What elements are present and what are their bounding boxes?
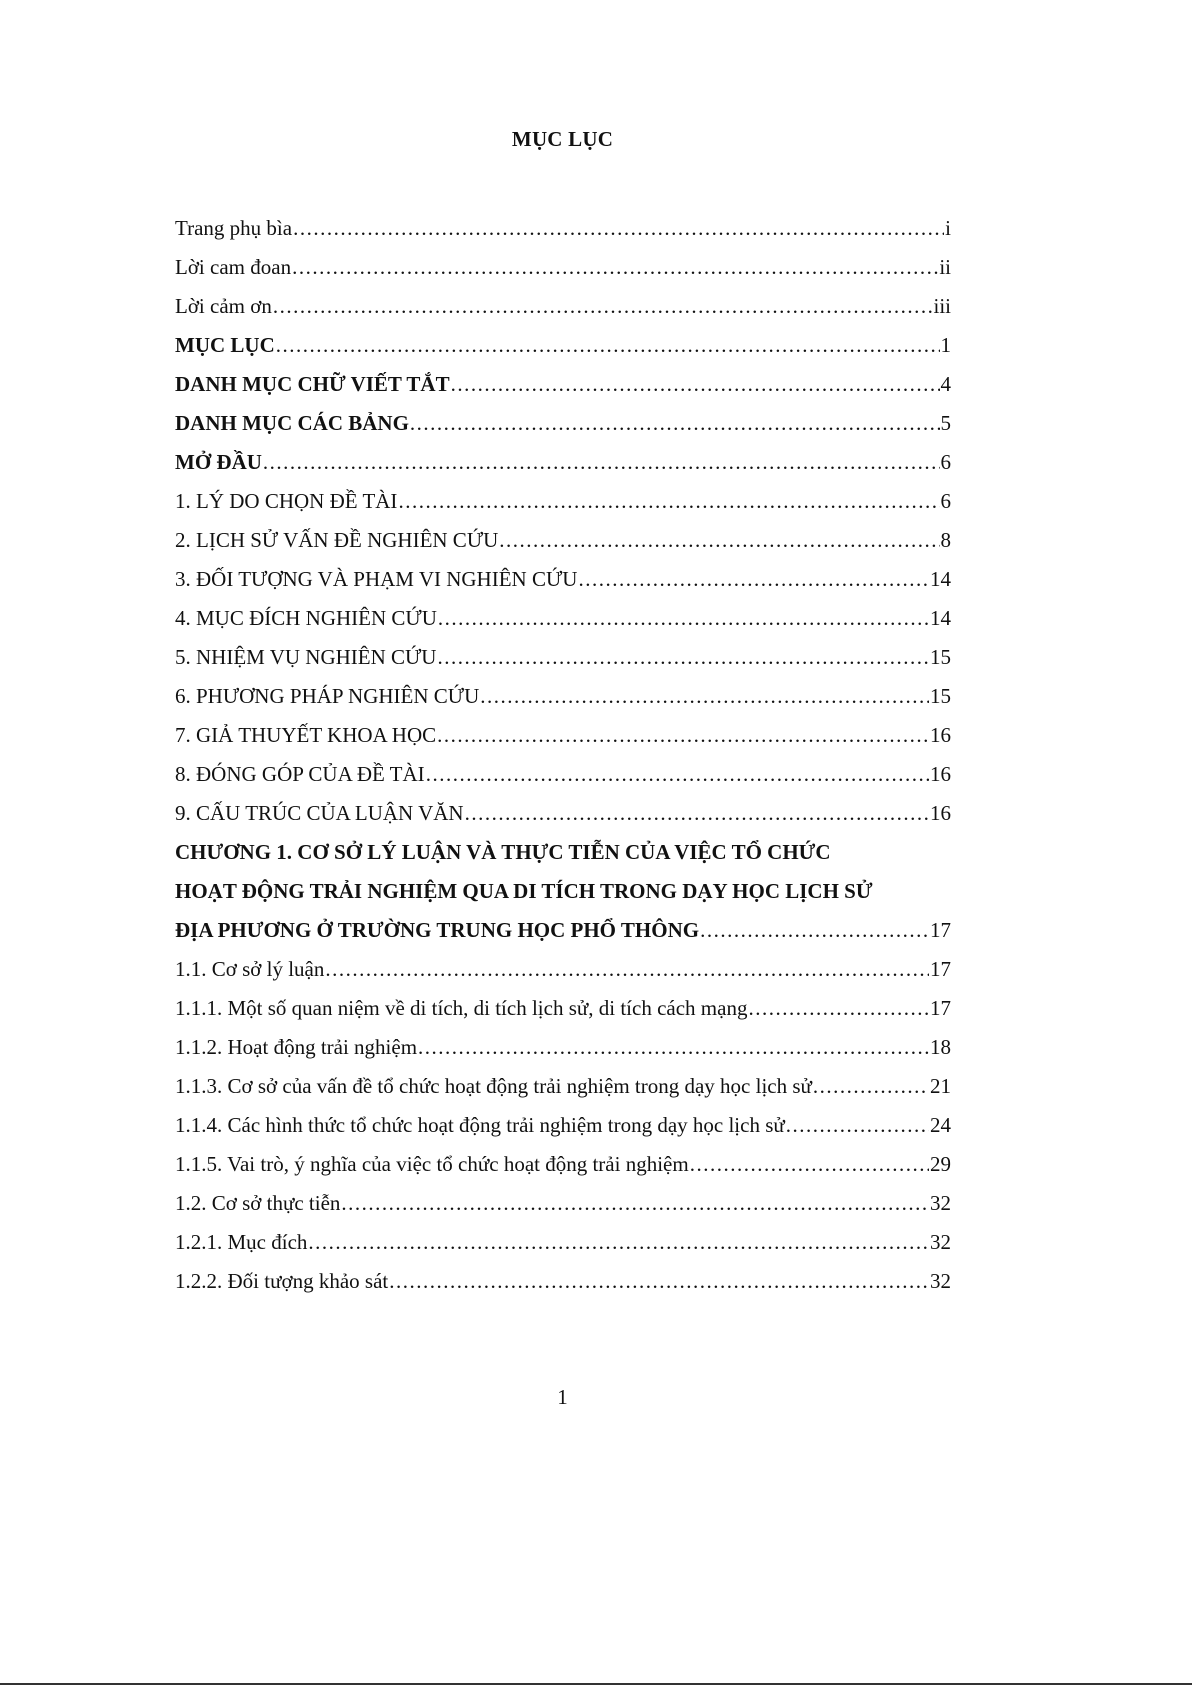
- toc-entry-page-number: 21: [930, 1074, 951, 1098]
- toc-entry[interactable]: [175, 1067, 951, 1106]
- dot-leader: [451, 365, 940, 404]
- dot-leader: [465, 794, 929, 833]
- toc-entry-page-number: 1: [940, 333, 951, 357]
- dot-leader: [480, 677, 929, 716]
- toc-entry[interactable]: [175, 716, 951, 755]
- toc-entry[interactable]: [175, 1145, 951, 1184]
- toc-entry-page-number: 24: [930, 1113, 951, 1137]
- toc-entry[interactable]: [175, 1262, 951, 1301]
- toc-entry[interactable]: [175, 365, 951, 404]
- toc-entry-label: 1.1.2. Hoạt động trải nghiệm: [175, 1035, 418, 1059]
- toc-entry-page-number: 4: [940, 372, 951, 396]
- toc-entry-label: 8. ĐÓNG GÓP CỦA ĐỀ TÀI: [175, 762, 425, 786]
- toc-chapter-heading-line: ĐỊA PHƯƠNG Ở TRƯỜNG TRUNG HỌC PHỔ THÔNG: [175, 918, 700, 942]
- dot-leader: [426, 755, 929, 794]
- dot-leader: [813, 1067, 929, 1106]
- toc-entry-page-number: 32: [930, 1230, 951, 1254]
- toc-entry-label: 4. MỤC ĐÍCH NGHIÊN CỨU: [175, 606, 437, 630]
- table-of-contents: [175, 209, 951, 1301]
- dot-leader: [410, 404, 940, 443]
- toc-entry-label: 6. PHƯƠNG PHÁP NGHIÊN CỨU: [175, 684, 480, 708]
- dot-leader: [293, 209, 944, 248]
- toc-entry-page-number: 29: [930, 1152, 951, 1176]
- toc-entry[interactable]: [175, 677, 951, 716]
- toc-entry-page-number: 15: [930, 684, 951, 708]
- toc-entry-page-number: 17: [930, 957, 951, 981]
- toc-entry-page-number: i: [945, 216, 951, 240]
- toc-entry-page-number: ii: [939, 255, 951, 279]
- toc-entry-page-number: 6: [940, 450, 951, 474]
- toc-chapter-heading[interactable]: [175, 833, 951, 950]
- toc-entry-label: 1.2.2. Đối tượng khảo sát: [175, 1269, 389, 1293]
- toc-entry-page-number: 17: [930, 918, 951, 942]
- toc-entry[interactable]: [175, 794, 951, 833]
- toc-entry-label: 1.1.1. Một số quan niệm về di tích, di tích lịch sử, di tích cách mạng: [175, 996, 748, 1020]
- dot-leader: [418, 1028, 929, 1067]
- dot-leader: [700, 911, 929, 950]
- toc-entry[interactable]: [175, 599, 951, 638]
- toc-entry[interactable]: [175, 404, 951, 443]
- dot-leader: [341, 1184, 929, 1223]
- dot-leader: [499, 521, 939, 560]
- dot-leader: [263, 443, 940, 482]
- toc-entry[interactable]: [175, 638, 951, 677]
- toc-entry-page-number: 14: [930, 567, 951, 591]
- toc-entry[interactable]: [175, 248, 951, 287]
- toc-entry-page-number: 8: [940, 528, 951, 552]
- toc-entry-page-number: 18: [930, 1035, 951, 1059]
- toc-entry-label: Lời cảm ơn: [175, 294, 272, 318]
- toc-entry[interactable]: [175, 521, 951, 560]
- toc-entry[interactable]: [175, 443, 951, 482]
- toc-chapter-heading-line: CHƯƠNG 1. CƠ SỞ LÝ LUẬN VÀ THỰC TIỄN CỦA VIỆC TỔ CHỨC: [175, 840, 831, 864]
- toc-chapter-heading-last-line: [175, 911, 951, 950]
- dot-leader: [690, 1145, 929, 1184]
- toc-entry-label: 7. GIẢ THUYẾT KHOA HỌC: [175, 723, 437, 747]
- dot-leader: [786, 1106, 929, 1145]
- toc-entry-label: 1. LÝ DO CHỌN ĐỀ TÀI: [175, 489, 398, 513]
- dot-leader: [578, 560, 929, 599]
- toc-entry[interactable]: [175, 209, 951, 248]
- dot-leader: [325, 950, 929, 989]
- toc-entry-page-number: 17: [930, 996, 951, 1020]
- toc-entry-label: 3. ĐỐI TƯỢNG VÀ PHẠM VI NGHIÊN CỨU: [175, 567, 578, 591]
- dot-leader: [437, 638, 929, 677]
- toc-entry[interactable]: [175, 326, 951, 365]
- toc-entry-label: 1.1.5. Vai trò, ý nghĩa của việc tổ chức hoạt động trải nghiệm: [175, 1152, 689, 1176]
- toc-entry[interactable]: [175, 1223, 951, 1262]
- dot-leader: [748, 989, 929, 1028]
- toc-entry-label: 1.1.3. Cơ sở của vấn đề tổ chức hoạt động trải nghiệm trong dạy học lịch sử: [175, 1074, 812, 1098]
- dot-leader: [276, 326, 940, 365]
- toc-entry[interactable]: [175, 482, 951, 521]
- toc-entry-page-number: 14: [930, 606, 951, 630]
- toc-entry-page-number: 32: [930, 1191, 951, 1215]
- toc-entry-page-number: 15: [930, 645, 951, 669]
- toc-entry[interactable]: [175, 1028, 951, 1067]
- toc-entry-label: Trang phụ bìa: [175, 216, 293, 240]
- toc-entry-label: DANH MỤC CHỮ VIẾT TẮT: [175, 372, 450, 396]
- toc-entry-page-number: 6: [940, 489, 951, 513]
- page-title: MỤC LỤC: [511, 127, 614, 151]
- toc-entry-label: 1.1.4. Các hình thức tổ chức hoạt động trải nghiệm trong dạy học lịch sử: [175, 1113, 785, 1137]
- dot-leader: [398, 482, 939, 521]
- toc-entry-label: Lời cam đoan: [175, 255, 292, 279]
- dot-leader: [437, 716, 929, 755]
- toc-entry[interactable]: [175, 287, 951, 326]
- page-number: 1: [557, 1385, 568, 1409]
- toc-entry-page-number: 16: [930, 723, 951, 747]
- toc-entry-page-number: 16: [930, 801, 951, 825]
- toc-entry-page-number: 16: [930, 762, 951, 786]
- dot-leader: [273, 287, 933, 326]
- toc-entry[interactable]: [175, 1106, 951, 1145]
- toc-chapter-heading-line: HOẠT ĐỘNG TRẢI NGHIỆM QUA DI TÍCH TRONG DẠY HỌC LỊCH SỬ: [175, 879, 873, 903]
- toc-entry-page-number: iii: [933, 294, 951, 318]
- toc-entry-label: 5. NHIỆM VỤ NGHIÊN CỨU: [175, 645, 437, 669]
- dot-leader: [292, 248, 938, 287]
- toc-entry-page-number: 5: [940, 411, 951, 435]
- toc-entry[interactable]: [175, 989, 951, 1028]
- toc-entry-label: MỤC LỤC: [175, 333, 275, 357]
- toc-entry-label: 1.2.1. Mục đích: [175, 1230, 308, 1254]
- toc-entry[interactable]: [175, 755, 951, 794]
- toc-entry-label: MỞ ĐẦU: [175, 450, 262, 474]
- dot-leader: [438, 599, 929, 638]
- toc-entry-label: 1.2. Cơ sở thực tiễn: [175, 1191, 341, 1215]
- toc-entry-label: 1.1. Cơ sở lý luận: [175, 957, 325, 981]
- toc-entry-label: 9. CẤU TRÚC CỦA LUẬN VĂN: [175, 801, 464, 825]
- toc-entry[interactable]: [175, 950, 951, 989]
- toc-entry-page-number: 32: [930, 1269, 951, 1293]
- dot-leader: [308, 1223, 929, 1262]
- toc-entry[interactable]: [175, 1184, 951, 1223]
- toc-entry[interactable]: [175, 560, 951, 599]
- toc-entry-label: 2. LỊCH SỬ VẤN ĐỀ NGHIÊN CỨU: [175, 528, 499, 552]
- toc-entry-label: DANH MỤC CÁC BẢNG: [175, 411, 409, 435]
- dot-leader: [389, 1262, 929, 1301]
